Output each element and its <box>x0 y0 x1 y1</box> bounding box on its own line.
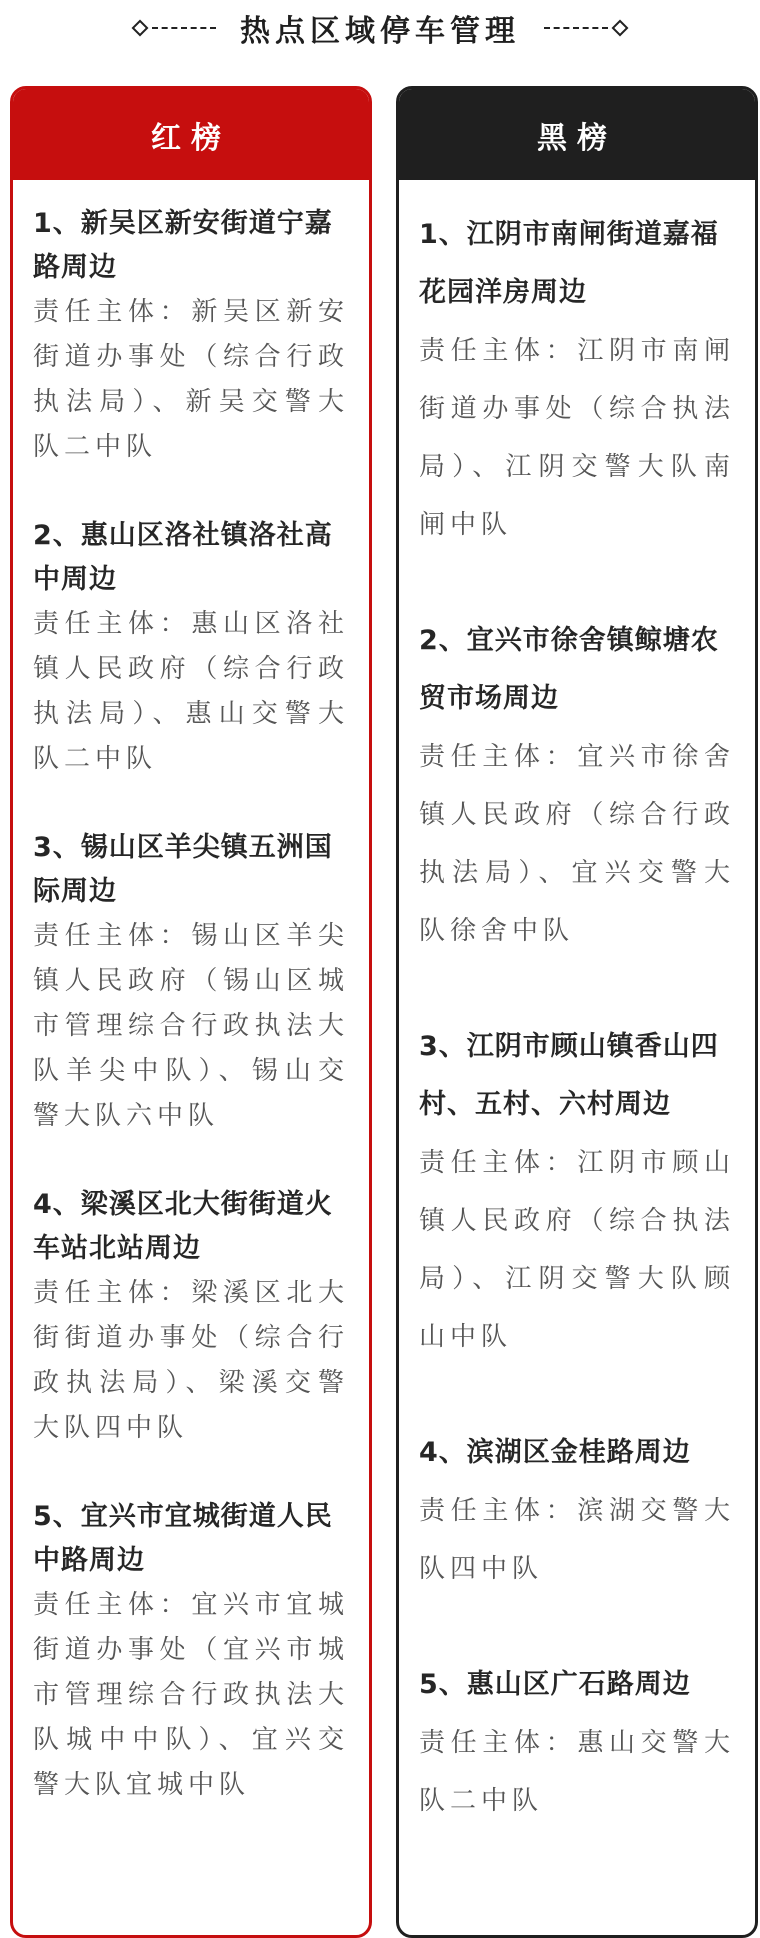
page-title: 热点区域停车管理 <box>240 14 520 49</box>
dashed-line <box>152 27 216 29</box>
header-decoration-left <box>134 22 222 34</box>
entry-title: 2、宜兴市徐舍镇鲸塘农贸市场周边 <box>419 625 719 714</box>
list-item <box>419 1656 735 1830</box>
entry-title: 1、新吴区新安街道宁嘉路周边 <box>33 208 333 283</box>
entry-title: 3、锡山区羊尖镇五洲国际周边 <box>33 832 333 907</box>
entry-title: 3、江阴市顾山镇香山四村、五村、六村周边 <box>419 1031 719 1120</box>
section-header <box>0 0 760 56</box>
entry-responsible: 责任主体：梁溪区北大街街道办事处（综合行政执法局）、梁溪交警大队四中队 <box>33 1278 349 1443</box>
entry-title: 1、江阴市南闸街道嘉福花园洋房周边 <box>419 219 719 308</box>
list-item <box>419 612 735 960</box>
entry-title: 5、惠山区广石路周边 <box>419 1669 691 1700</box>
entry-responsible: 责任主体：惠山交警大队二中队 <box>419 1728 735 1816</box>
entry-responsible: 责任主体：江阴市南闸街道办事处（综合执法局）、江阴交警大队南闸中队 <box>419 336 735 540</box>
entry-title: 2、惠山区洛社镇洛社高中周边 <box>33 520 333 595</box>
list-item <box>419 1424 735 1598</box>
diamond-icon <box>612 20 629 37</box>
red-list-panel <box>10 86 372 1938</box>
entry-responsible: 责任主体：江阴市顾山镇人民政府（综合执法局）、江阴交警大队顾山中队 <box>419 1148 735 1352</box>
list-item <box>33 1495 349 1808</box>
red-list-heading: 红榜 <box>13 89 369 180</box>
entry-title: 4、梁溪区北大街街道火车站北站周边 <box>33 1189 333 1264</box>
entry-title: 4、滨湖区金桂路周边 <box>419 1437 691 1468</box>
entry-responsible: 责任主体：惠山区洛社镇人民政府（综合行政执法局）、惠山交警大队二中队 <box>33 609 349 774</box>
black-list-body <box>399 180 755 1830</box>
diamond-icon <box>132 20 149 37</box>
entry-responsible: 责任主体：滨湖交警大队四中队 <box>419 1496 735 1584</box>
list-item <box>33 1183 349 1451</box>
entry-responsible: 责任主体：宜兴市宜城街道办事处（宜兴市城市管理综合行政执法大队城中中队）、宜兴交警大队宜城中队 <box>33 1590 349 1800</box>
red-list-body <box>13 180 369 1808</box>
list-item <box>33 514 349 782</box>
list-item <box>419 206 735 554</box>
header-decoration-right <box>538 22 626 34</box>
black-list-heading: 黑榜 <box>399 89 755 180</box>
entry-responsible: 责任主体：宜兴市徐舍镇人民政府（综合行政执法局）、宜兴交警大队徐舍中队 <box>419 742 735 946</box>
list-item <box>33 202 349 470</box>
black-list-panel <box>396 86 758 1938</box>
entry-responsible: 责任主体：新吴区新安街道办事处（综合行政执法局）、新吴交警大队二中队 <box>33 297 349 462</box>
list-item <box>419 1018 735 1366</box>
entry-title: 5、宜兴市宜城街道人民中路周边 <box>33 1501 333 1576</box>
list-item <box>33 826 349 1139</box>
dashed-line <box>544 27 608 29</box>
entry-responsible: 责任主体：锡山区羊尖镇人民政府（锡山区城市管理综合行政执法大队羊尖中队）、锡山交警大队六中队 <box>33 921 349 1131</box>
